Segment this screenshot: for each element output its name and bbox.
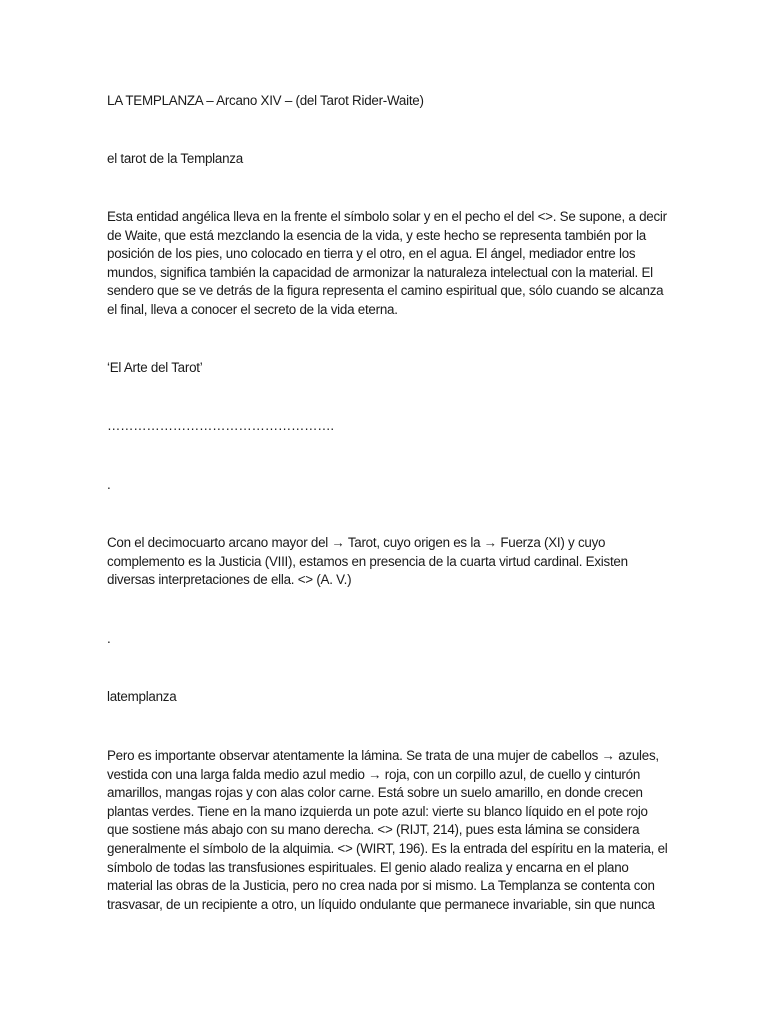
text-line: plantas verdes. Tiene en la mano izquierda un pote azul: vierte su blanco líquido en el pote rojo	[107, 803, 648, 819]
text-line: Con el decimocuarto arcano mayor del → Tarot, cuyo origen es la → Fuerza (XI) y cuyo	[107, 535, 606, 550]
text-line: diversas interpretaciones de ella. <> (A. V.)	[107, 572, 352, 588]
period-separator: .	[107, 631, 111, 646]
text-line: vestida con una larga falda medio azul medio → roja, con un corpillo azul, de cuello y cinturón	[107, 766, 641, 782]
text-line: trasvasar, de un recipiente a otro, un líquido ondulante que permanece invariable, sin que nunca	[107, 896, 655, 912]
source-label: ‘El Arte del Tarot’	[107, 360, 203, 375]
text-line: sendero que se ve detrás de la figura representa el camino espiritual que, sólo cuando se alcanza	[107, 283, 664, 299]
text-line: generalmente el símbolo de la alquimia. <> (WIRT, 196). Es la entrada del espíritu en la materia, el	[107, 840, 668, 856]
paragraph-angel-description	[107, 208, 667, 320]
text-line: de Waite, que está mezclando la esencia de la vida, y este hecho se representa también por la	[107, 227, 646, 243]
text-line: complemento es la Justicia (VIII), estamos en presencia de la cuarta virtud cardinal. Existen	[107, 553, 628, 569]
text-line: material las obras de la Justicia, pero no crea nada por si mismo. La Templanza se contenta con	[107, 878, 655, 894]
text-line: amarillos, mangas rojas y con alas color carne. Está sobre un suelo amarillo, en donde crecen	[107, 785, 643, 801]
paragraph-arcano-intro	[107, 534, 657, 590]
period-separator: .	[107, 477, 111, 492]
text-line: el final, lleva a conocer el secreto de la vida eterna.	[107, 301, 398, 317]
text-line: Esta entidad angélica lleva en la frente el símbolo solar y en el pecho el del <>. Se supone, a decir	[107, 209, 667, 224]
section-label: latemplanza	[107, 689, 177, 704]
document-subtitle: el tarot de la Templanza	[107, 151, 243, 166]
text-line: mundos, significa también la capacidad de armonizar la naturaleza intelectual con la material. El	[107, 264, 653, 280]
paragraph-card-description	[107, 747, 668, 914]
text-line: que sostiene más abajo con su mano derecha. <> (RIJT, 214), pues esta lámina se considera	[107, 822, 640, 838]
text-line: símbolo de todas las transfusiones espirituales. El genio alado realiza y encarna en el plano	[107, 859, 629, 875]
text-line: posición de los pies, uno colocado en tierra y el otro, en el agua. El ángel, mediador entre los	[107, 246, 636, 262]
dotted-separator: …………………………………………….	[107, 418, 334, 433]
text-line: Pero es importante observar atentamente la lámina. Se trata de una mujer de cabellos → azules,	[107, 748, 659, 763]
document-title: LA TEMPLANZA – Arcano XIV – (del Tarot Rider-Waite)	[107, 93, 424, 108]
